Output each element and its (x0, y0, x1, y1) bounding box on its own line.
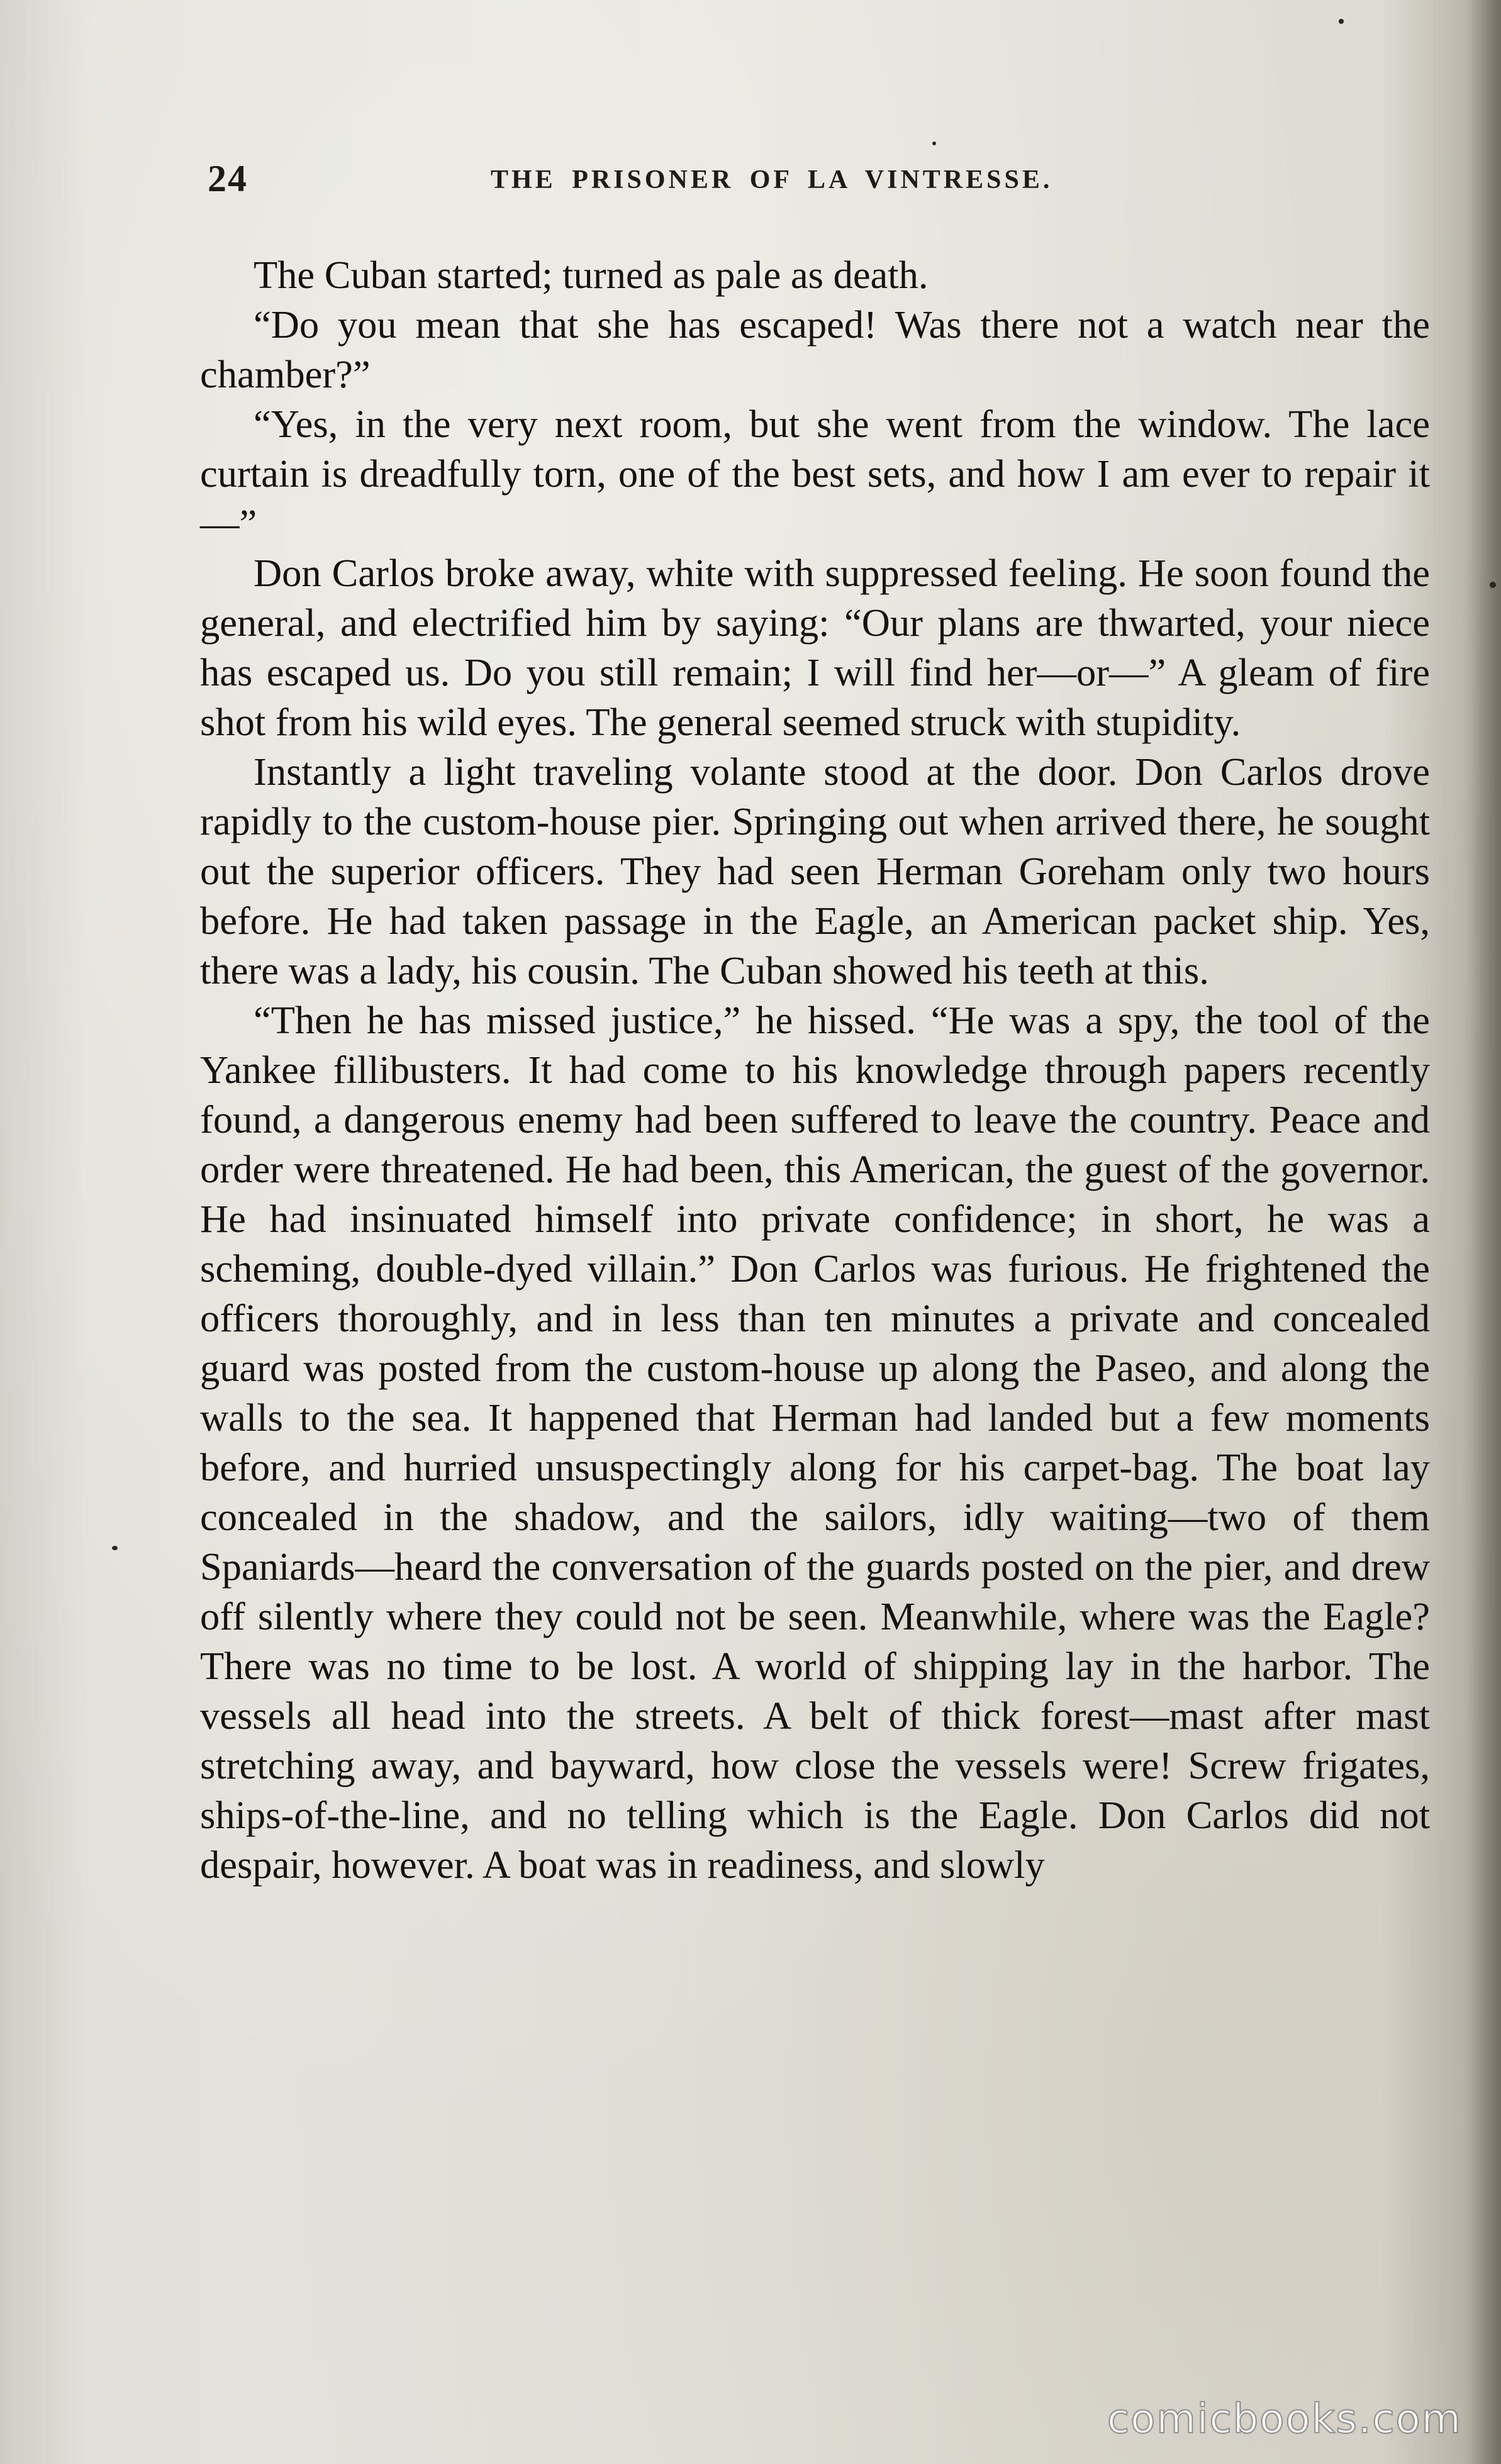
ink-speck (932, 142, 936, 145)
paragraph: “Do you mean that she has escaped! Was there not a watch near the chamber?” (200, 302, 1430, 396)
paragraph: “Yes, in the very next room, but she went from the window. The lace curtain is dreadfully torn, one of the best sets, and how I am ever to repair it—” (200, 402, 1430, 545)
paragraph: Don Carlos broke away, white with suppressed feeling. He soon found the general, and electrified him by saying: “Our plans are thwarted, your niece has escaped us. Do you still remain; I will find her—or—” A gleam of fire shot from his wild eyes. The general seemed struck with stupidity. (200, 551, 1430, 744)
ink-speck (112, 1546, 118, 1550)
paragraph: “Then he has missed justice,” he hissed. “He was a spy, the tool of the Yankee fillibusters. It had come to his knowledge through papers recently found, a dangerous enemy had been suffered to leave the country. Peace and order were threatened. He had been, this American, the guest of the governor. He had insinuated himself into private confidence; in short, he was a scheming, double-dyed villain.” Don Carlos was furious. He frightened the officers thoroughly, and in less than ten minutes a private and concealed guard was posted from the custom-house up along the Paseo, and along the walls to the sea. It happened that Herman had landed but a few moments before, and hurried unsuspectingly along for his carpet-bag. The boat lay concealed in the shadow, and the sailors, idly waiting—two of them Spaniards—heard the conversation of the guards posted on the pier, and drew off silently where they could not be seen. Meanwhile, where was the Eagle? There was no time to be lost. A world of shipping lay in the harbor. The vessels all head into the streets. A belt of thick forest—mast after mast stretching away, and bayward, how close the vessels were! Screw frigates, ships-of-the-line, and no telling which is the Eagle. Don Carlos did not despair, however. A boat was in readiness, and slowly (200, 998, 1430, 1887)
page-edge-shadow (1463, 0, 1501, 2464)
paragraph: The Cuban started; turned as pale as death. (254, 253, 929, 297)
page-number: 24 (208, 158, 248, 199)
running-title: THE PRISONER OF LA VINTRESSE. (491, 165, 1053, 194)
body-text (200, 250, 1430, 1890)
ink-speck (1339, 19, 1344, 24)
site-watermark: comicbooks.com (1107, 2396, 1462, 2443)
paragraph: Instantly a light traveling volante stood at the door. Don Carlos drove rapidly to the custom-house pier. Springing out when arrived there, he sought out the superior officers. They had seen Herman Goreham only two hours before. He had taken passage in the Eagle, an American packet ship. Yes, there was a lady, his cousin. The Cuban showed his teeth at this. (200, 750, 1430, 992)
ink-speck (1490, 582, 1496, 588)
page-header (208, 157, 1434, 208)
